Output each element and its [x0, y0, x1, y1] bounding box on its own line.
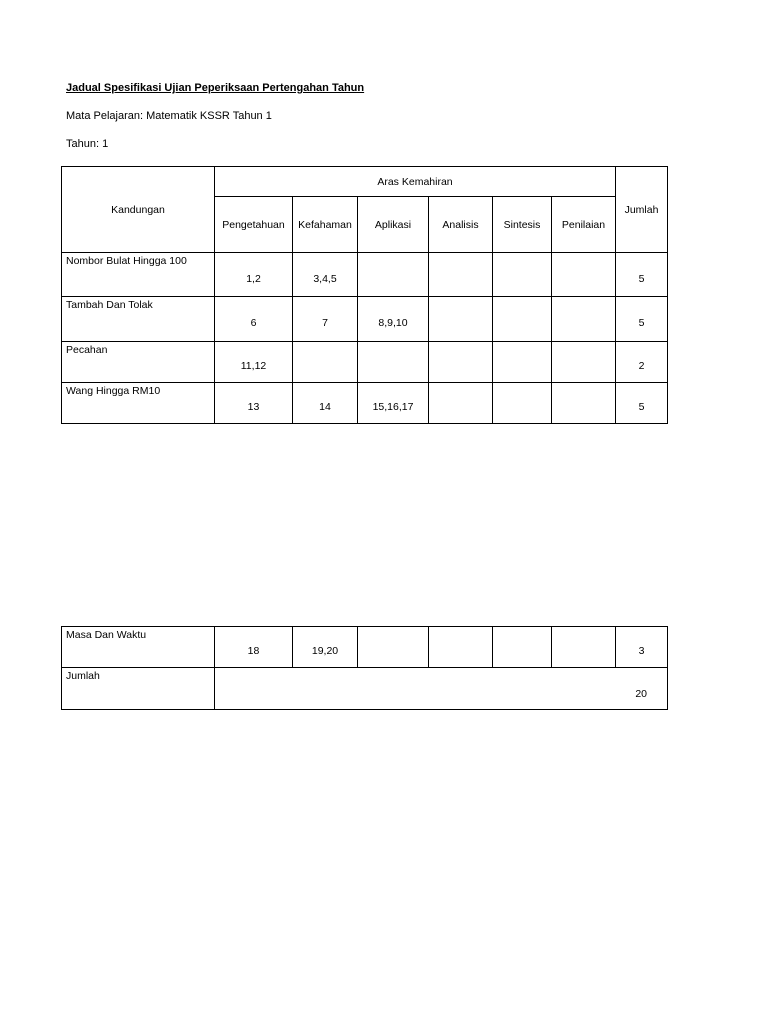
question-cell: 1,2: [215, 253, 293, 297]
question-cell: [552, 297, 616, 342]
question-cell: [293, 342, 358, 383]
question-cell: 3,4,5: [293, 253, 358, 297]
document-title: Jadual Spesifikasi Ujian Peperiksaan Pertengahan Tahun: [66, 82, 365, 94]
question-cell: 13: [215, 383, 293, 424]
table-row: [62, 627, 668, 668]
question-cell: [552, 383, 616, 424]
question-cell: [429, 627, 493, 668]
question-cell: [552, 342, 616, 383]
header-level: Pengetahuan: [215, 197, 293, 253]
header-level: Aplikasi: [358, 197, 429, 253]
grand-total-cell: 20: [215, 668, 668, 710]
question-cell: [493, 342, 552, 383]
specification-table-continued: [61, 626, 668, 710]
specification-table: [61, 166, 668, 424]
header-level: Penilaian: [552, 197, 616, 253]
question-cell: [358, 253, 429, 297]
year-line: Tahun: 1: [66, 138, 109, 150]
header-level: Sintesis: [493, 197, 552, 253]
row-total-cell: 3: [616, 627, 668, 668]
question-cell: [358, 342, 429, 383]
question-cell: [493, 383, 552, 424]
question-cell: [552, 627, 616, 668]
question-cell: [429, 383, 493, 424]
table-row: [62, 383, 668, 424]
row-total-cell: 2: [616, 342, 668, 383]
row-total-cell: 5: [616, 297, 668, 342]
topic-cell: Wang Hingga RM10: [62, 383, 215, 424]
question-cell: [493, 253, 552, 297]
subject-line: Mata Pelajaran: Matematik KSSR Tahun 1: [66, 110, 272, 122]
question-cell: 6: [215, 297, 293, 342]
question-cell: [358, 627, 429, 668]
question-cell: [493, 297, 552, 342]
header-level: Kefahaman: [293, 197, 358, 253]
row-total-cell: 5: [616, 383, 668, 424]
header-aras-kemahiran: Aras Kemahiran: [215, 167, 616, 197]
header-jumlah: Jumlah: [616, 167, 668, 253]
question-cell: [429, 253, 493, 297]
question-cell: 7: [293, 297, 358, 342]
question-cell: 14: [293, 383, 358, 424]
question-cell: [493, 627, 552, 668]
question-cell: [552, 253, 616, 297]
header-kandungan: Kandungan: [62, 167, 215, 253]
table-row: [62, 342, 668, 383]
header-level: Analisis: [429, 197, 493, 253]
topic-cell: Pecahan: [62, 342, 215, 383]
question-cell: 18: [215, 627, 293, 668]
sum-row: [62, 668, 668, 710]
table-row: [62, 253, 668, 297]
question-cell: 8,9,10: [358, 297, 429, 342]
question-cell: 15,16,17: [358, 383, 429, 424]
row-total-cell: 5: [616, 253, 668, 297]
question-cell: [429, 342, 493, 383]
topic-cell: Tambah Dan Tolak: [62, 297, 215, 342]
topic-cell: Masa Dan Waktu: [62, 627, 215, 668]
table-row: [62, 297, 668, 342]
topic-cell: Nombor Bulat Hingga 100: [62, 253, 215, 297]
question-cell: [429, 297, 493, 342]
question-cell: 19,20: [293, 627, 358, 668]
sum-label-cell: Jumlah: [62, 668, 215, 710]
question-cell: 11,12: [215, 342, 293, 383]
